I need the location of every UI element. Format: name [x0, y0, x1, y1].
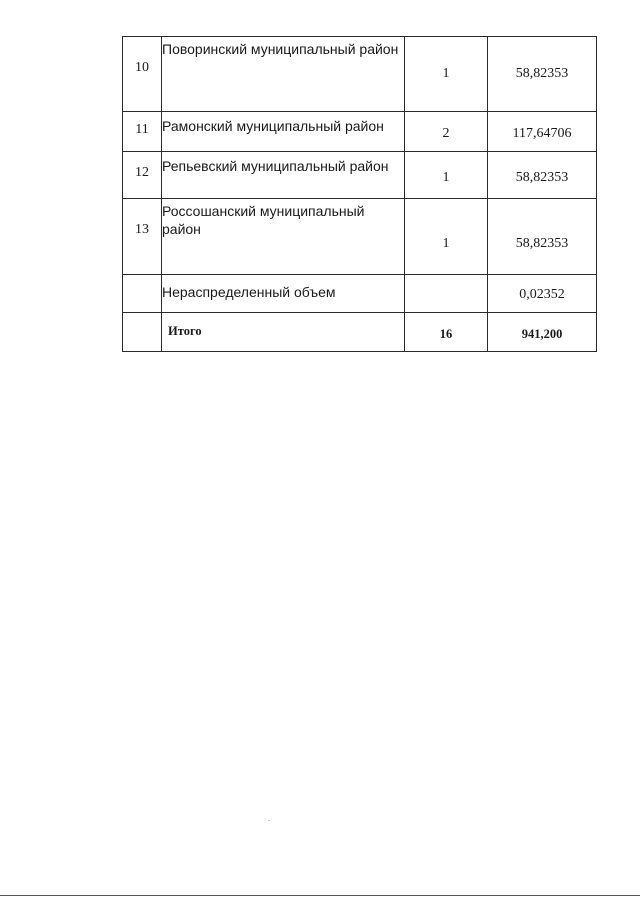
total-count: 16: [405, 313, 488, 352]
row-number: 11: [123, 112, 162, 152]
total-label: Итого: [162, 313, 405, 352]
unallocated-label: Нераспределенный объем: [162, 275, 405, 313]
row-number: 12: [123, 152, 162, 199]
district-name: Поворинский муниципальный район: [162, 37, 405, 112]
unallocated-amount: 0,02352: [488, 275, 597, 313]
district-amount: 58,82353: [488, 199, 597, 275]
district-name: Репьевский муниципальный район: [162, 152, 405, 199]
page-bottom-edge: [0, 895, 640, 896]
total-amount: 941,200: [488, 313, 597, 352]
district-name: Россошанский муниципальный район: [162, 199, 405, 275]
row-number: 10: [123, 37, 162, 112]
table-row: [123, 112, 597, 152]
table-row: [123, 152, 597, 199]
district-count: 2: [405, 112, 488, 152]
district-count: 1: [405, 37, 488, 112]
table-row: [123, 199, 597, 275]
district-count: 1: [405, 199, 488, 275]
unallocated-count: [405, 275, 488, 313]
scan-speck: [268, 820, 270, 821]
district-count: 1: [405, 152, 488, 199]
row-number-empty: [123, 275, 162, 313]
total-row: [123, 313, 597, 352]
allocation-table: [122, 36, 597, 352]
unallocated-row: [123, 275, 597, 313]
row-number-empty: [123, 313, 162, 352]
district-amount: 58,82353: [488, 37, 597, 112]
district-amount: 58,82353: [488, 152, 597, 199]
district-name: Рамонский муниципальный район: [162, 112, 405, 152]
row-number: 13: [123, 199, 162, 275]
table-row: [123, 37, 597, 112]
district-amount: 117,64706: [488, 112, 597, 152]
